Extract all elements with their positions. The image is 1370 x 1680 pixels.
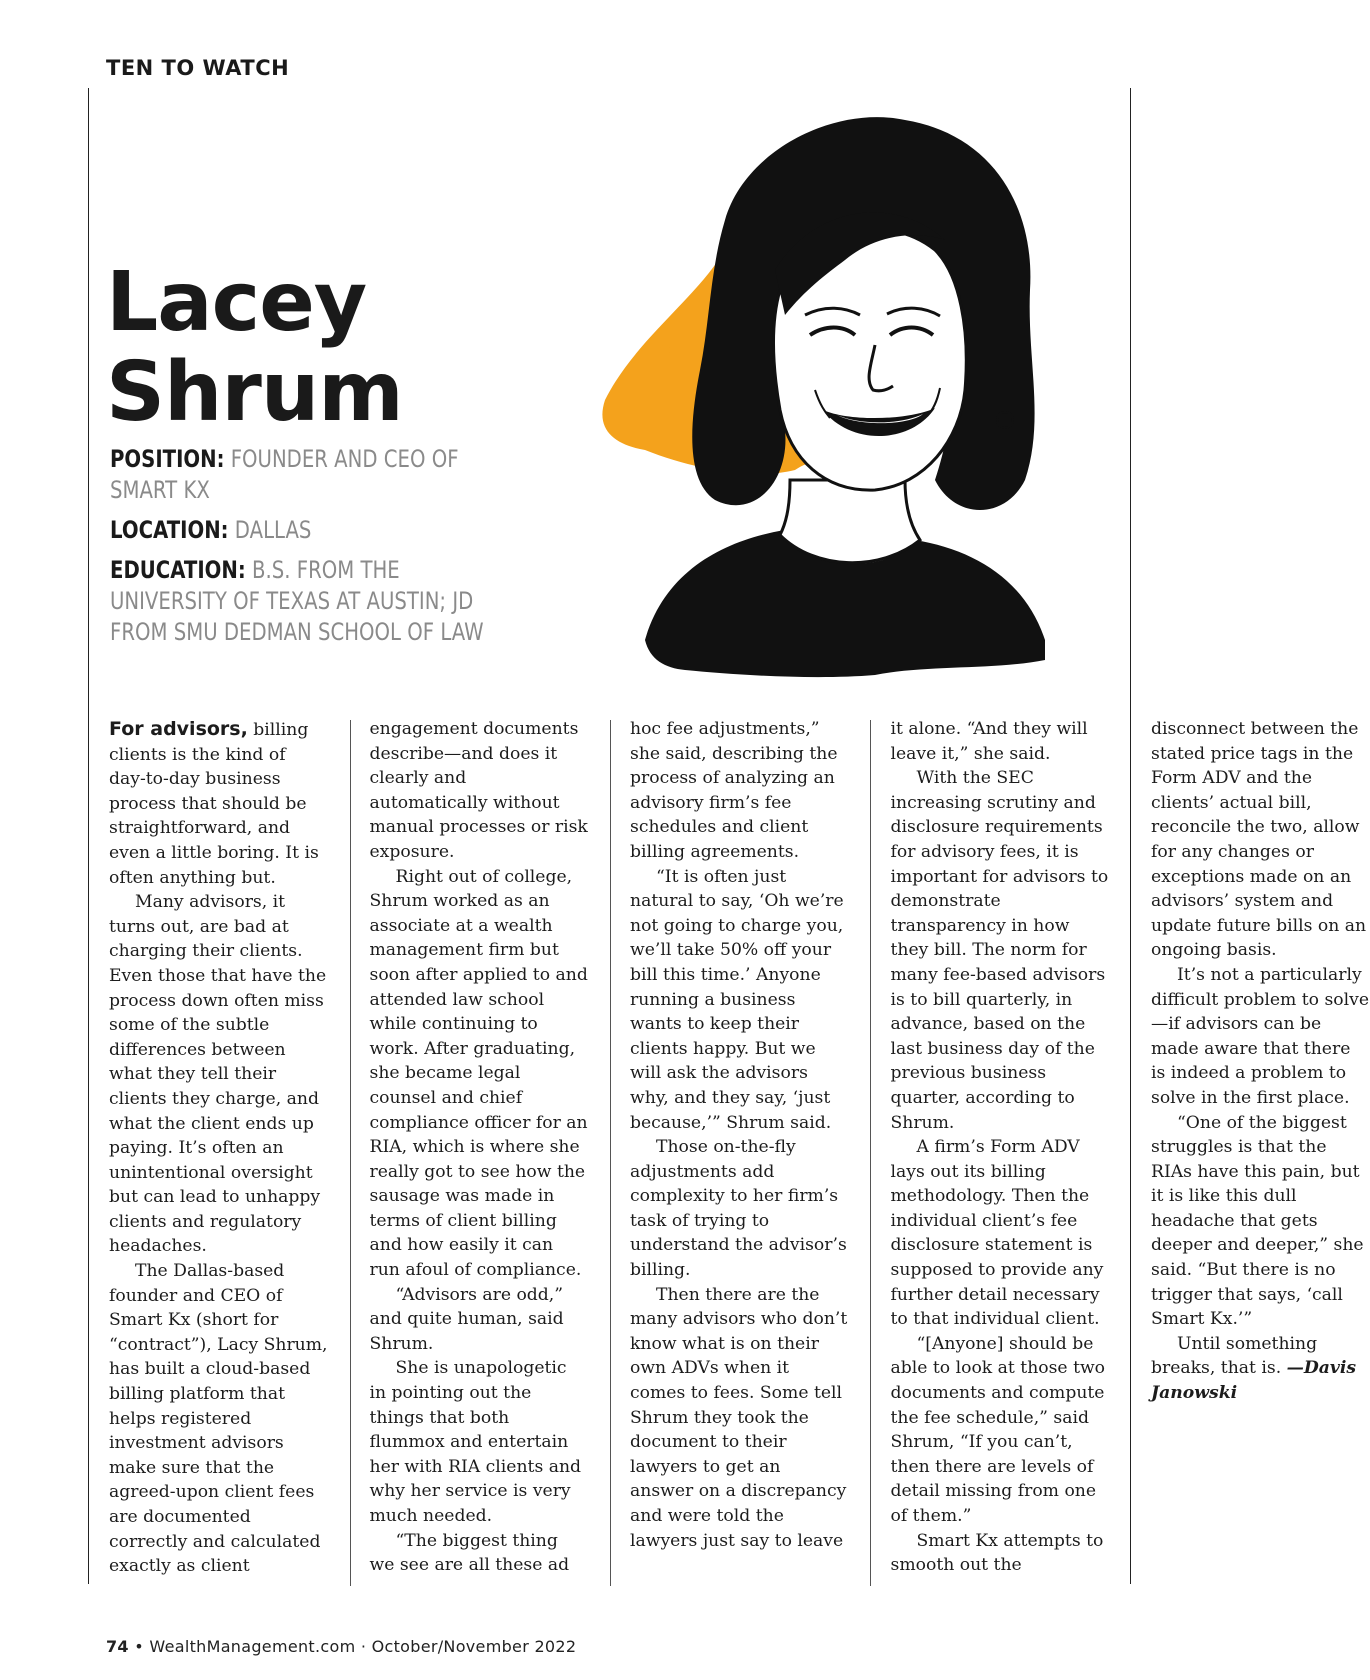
position-label: POSITION: <box>110 445 225 473</box>
education-value: B.S. FROM THE UNIVERSITY OF TEXAS AT AUSTIN; JD FROM SMU DEDMAN SCHOOL OF LAW <box>110 556 484 646</box>
location-label: LOCATION: <box>110 516 229 544</box>
last-name: Shrum <box>106 345 403 440</box>
article-paragraph: The Dallas-based founder and CEO of Smart Kx (short for “contract”), Lacy Shrum, has built a cloud-based billing platform that helps registered investment advisors make sure that the agreed-upon client fees are documented correctly and calculated exactly as client engagement documents describe—and does it clearly and automatically without manual processes or risk exposure. <box>109 719 588 1577</box>
article-paragraph: Then there are the many advisors who don’t know what is on their own ADVs when it comes to fees. Some tell Shrum they took the document to their lawyers to get an answer on a discrepancy and were told the lawyers just say to leave it alone. “And they will leave it,” she said. <box>630 719 1088 1551</box>
page-number: 74 <box>106 1637 129 1656</box>
section-label: TEN TO WATCH <box>106 56 290 80</box>
page-footer <box>106 1637 576 1656</box>
lead-in: For advisors, <box>109 718 248 740</box>
location-value: DALLAS <box>234 516 312 544</box>
article-paragraph: Smart Kx attempts to smooth out the disconnect between the stated price tags in the Form ADV and the clients’ actual bill, reconcile the two, allow for any changes or exceptions made on an advisors’ system and update future bills on an ongoing basis. <box>890 719 1367 1576</box>
article-paragraph: It’s not a particularly difficult problem to solve—if advisors can be made aware that there is indeed a problem to solve in the first place. <box>1151 964 1370 1108</box>
article-paragraph: Right out of college, Shrum worked as an associate at a wealth management firm but soon after applied to and attended law school while continuing to work. After graduating, she became legal counsel and chief compliance officer for an RIA, which is where she really got to see how the sausage was made in terms of client billing and how easily it can run afoul of compliance. <box>369 866 588 1281</box>
position-fact <box>110 444 520 506</box>
article-paragraph: “Advisors are odd,” and quite human, said Shrum. <box>369 1284 564 1354</box>
article-paragraph: “It is often just natural to say, ‘Oh we’re not going to charge you, we’ll take 50% off your bill this time.’ Anyone running a business wants to keep their clients happy. But we will ask the advisors why, and they say, ‘just because,’” Shrum said. <box>630 866 844 1133</box>
profile-facts <box>110 444 520 657</box>
footer-bullet: • <box>134 1637 145 1656</box>
location-fact <box>110 515 520 546</box>
article-paragraph: Until something breaks, that is. —Davis Janowski <box>1151 1333 1357 1404</box>
article-paragraph: Many advisors, it turns out, are bad at charging their clients. Even those that have the process down often miss some of the subtle differences between what they tell their clients they charge, and what the client ends up paying. It’s often an unintentional oversight but can lead to unhappy clients and regulatory headaches. <box>109 892 327 1257</box>
profile-name <box>106 255 403 440</box>
author-signature: —Davis Janowski <box>1151 1358 1357 1404</box>
left-border-rule <box>88 88 89 1584</box>
position-value: FOUNDER AND CEO OF SMART KX <box>110 445 459 504</box>
portrait-illustration <box>575 100 1135 700</box>
article-paragraph: For advisors, billing clients is the kind of day-to-day business process that should be straightforward, and even a little boring. It is often anything but. <box>109 718 319 888</box>
article-paragraph: “One of the biggest struggles is that the RIAs have this pain, but it is like this dull headache that gets deeper and deeper,” she said. “But there is no trigger that says, ‘call Smart Kx.’” <box>1151 1112 1364 1330</box>
article-paragraph: She is unapologetic in pointing out the things that both flummox and entertain her with RIA clients and why her service is very much needed. <box>369 1358 582 1526</box>
article-paragraph: “The biggest thing we see are all these ad hoc fee adjustments,” she said, describing the process of analyzing an advisory firm’s fee schedules and client billing agreements. <box>369 719 838 1576</box>
article-paragraph: “[Anyone] should be able to look at those two documents and compute the fee schedule,” said Shrum, “If you can’t, then there are levels of detail missing from one of them.” <box>890 1333 1106 1526</box>
article-body <box>109 717 1370 1587</box>
article-paragraph: A firm’s Form ADV lays out its billing methodology. Then the individual client’s fee disclosure statement is supposed to provide any further detail necessary to that individual client. <box>890 1137 1104 1330</box>
publication-line: WealthManagement.com · October/November 2022 <box>149 1637 577 1656</box>
article-paragraph: With the SEC increasing scrutiny and disclosure requirements for advisory fees, it is important for advisors to demonstrate transparency in how they bill. The norm for many fee-based advisors is to bill quarterly, in advance, based on the last business day of the previous business quarter, according to Shrum. <box>890 768 1109 1133</box>
first-name: Lacey <box>106 255 367 350</box>
article-paragraph: Those on-the-fly adjustments add complexity to her firm’s task of trying to understand the advisor’s billing. <box>630 1137 847 1281</box>
education-fact <box>110 555 520 648</box>
education-label: EDUCATION: <box>110 556 246 584</box>
